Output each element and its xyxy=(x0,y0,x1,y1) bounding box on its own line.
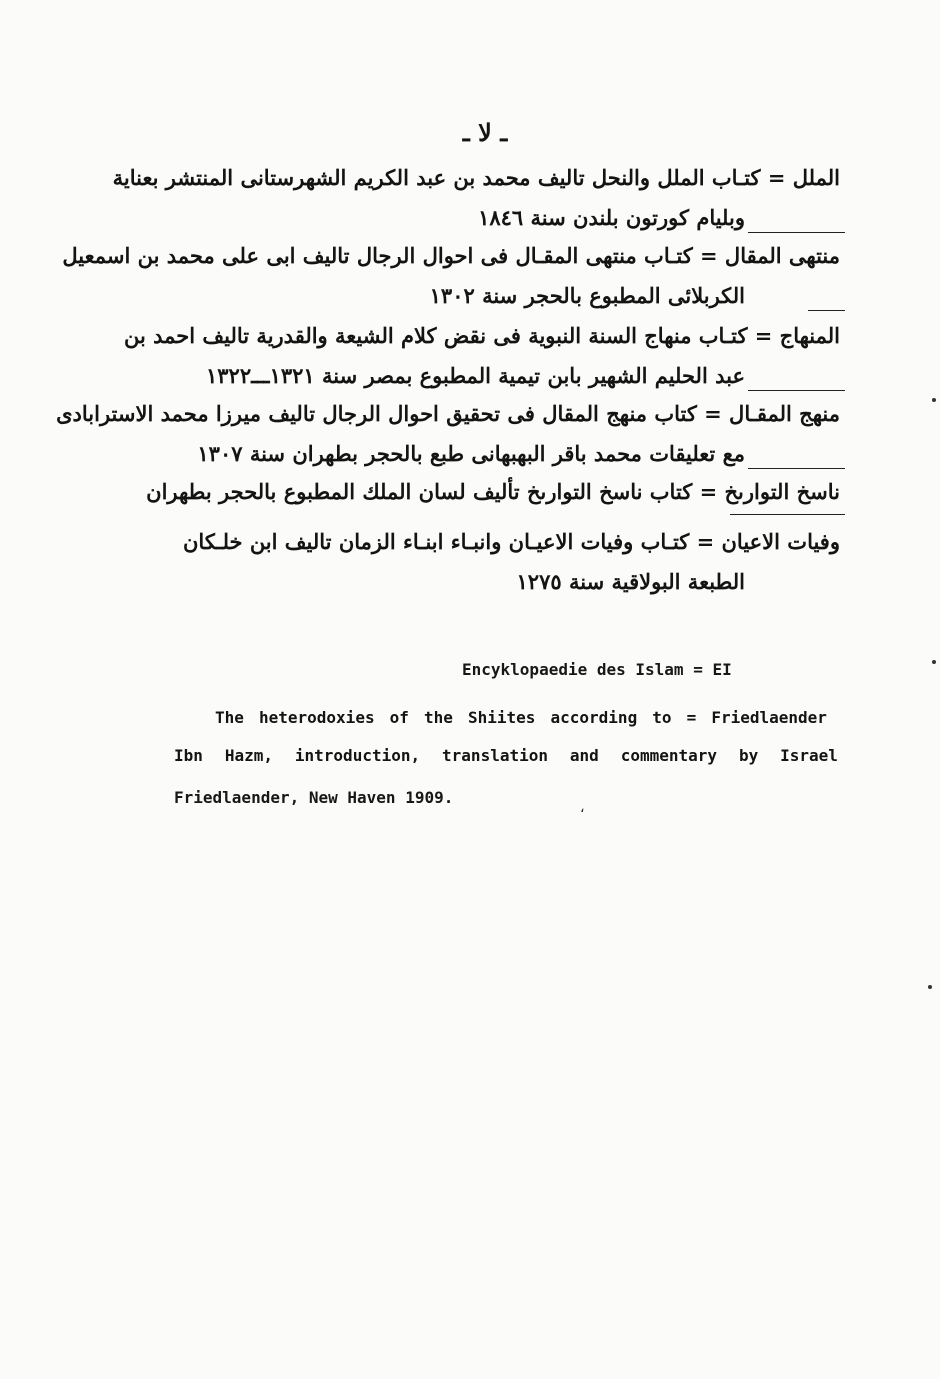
entry-line: الطبعة البولاقية سنة ١٢٧٥ xyxy=(516,569,745,594)
word: to xyxy=(652,708,672,727)
entry-line: عبد الحليم الشهير بابن تيمية المطبوع بمصر سنة ١٣٢١ـــ١٣٢٢ xyxy=(205,363,745,388)
word: Israel xyxy=(780,746,838,765)
separator-rule xyxy=(748,232,845,233)
word: Hazm, xyxy=(224,746,273,765)
separator-rule xyxy=(748,390,845,391)
entry-line: وفيات الاعيان = كتـاب وفيات الاعيـان وانبـاء ابنـاء الزمان تاليف ابن خلـكان xyxy=(183,529,840,554)
ei-reference: Encyklopaedie des Islam = EI xyxy=(462,660,732,679)
word: of xyxy=(389,708,409,727)
entry-line: الكربلائى المطبوع بالحجر سنة ١٣٠٢ xyxy=(429,283,745,308)
bibliography-entry xyxy=(62,236,840,316)
entry-line: منهج المقـال = كتاب منهج المقال فى تحقيق احوال الرجال تاليف ميرزا محمد الاسترابادى xyxy=(56,401,840,426)
page-number: ـ لا ـ xyxy=(462,118,508,147)
scan-speck xyxy=(928,985,932,989)
word: Shiites xyxy=(467,708,536,727)
word: heterodoxies xyxy=(258,708,375,727)
word: by xyxy=(738,746,759,765)
bibliography-entry xyxy=(123,316,840,396)
word: Friedlaender xyxy=(711,708,827,727)
word: The xyxy=(215,708,244,727)
bibliography-entry xyxy=(56,394,840,474)
friedlaender-line-1 xyxy=(215,708,827,727)
word: Ibn xyxy=(174,746,203,765)
word: = xyxy=(686,708,697,727)
entry-line: المنهاج = كتـاب منهاج السنة النبوية فى نقض كلام الشيعة والقدرية تاليف احمد بن xyxy=(123,323,840,348)
friedlaender-line-2 xyxy=(174,746,838,765)
bibliography-entry xyxy=(160,522,840,602)
separator-rule xyxy=(808,310,845,311)
bibliography-entry xyxy=(146,472,840,512)
entry-line: وبليام كورتون بلندن سنة ١٨٤٦ xyxy=(478,205,745,230)
separator-rule xyxy=(748,468,845,469)
entry-line: الملل = كتـاب الملل والنحل تاليف محمد بن عبد الكريم الشهرستانى المنتشر بعناية xyxy=(112,165,840,190)
word: and xyxy=(569,746,599,765)
entry-line: منتهى المقال = كتـاب منتهى المقـال فى احوال الرجال تاليف ابى على محمد بن اسمعيل xyxy=(62,243,840,268)
separator-rule xyxy=(730,514,845,515)
word: commentary xyxy=(620,746,718,765)
stray-mark: ، xyxy=(580,800,585,816)
entry-line: ناسخ التوارىخ = كتاب ناسخ التوارىخ تأليف لسان الملك المطبوع بالحجر بطهران xyxy=(146,479,840,504)
word: according xyxy=(550,708,638,727)
word: translation xyxy=(442,746,548,765)
scan-speck xyxy=(932,398,936,402)
bibliography-entry xyxy=(112,158,840,238)
scan-speck xyxy=(932,660,936,664)
entry-line: مع تعليقات محمد باقر البهبهانى طبع بالحجر بطهران سنة ١٣٠٧ xyxy=(197,441,745,466)
word: introduction, xyxy=(294,746,421,765)
word: the xyxy=(424,708,453,727)
friedlaender-line-3: Friedlaender, New Haven 1909. xyxy=(174,788,454,807)
